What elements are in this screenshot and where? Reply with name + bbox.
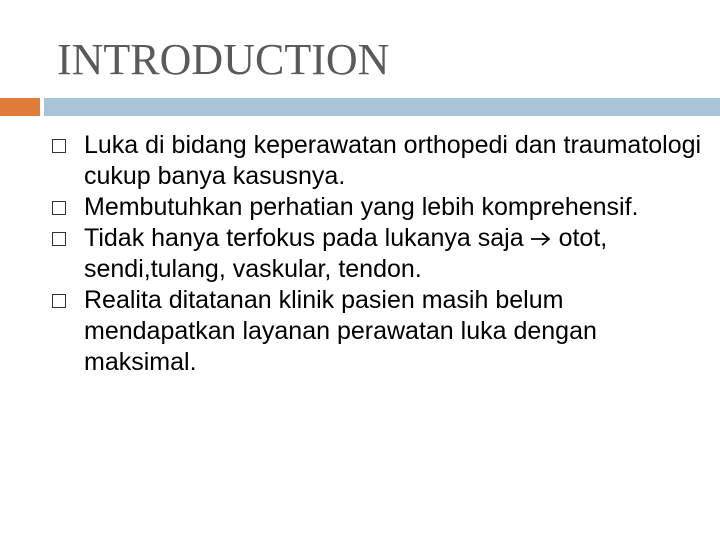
bullet-text: Tidak hanya terfokus pada lukanya saja	[84, 224, 524, 252]
bullet-item	[52, 223, 702, 285]
title-divider	[0, 98, 720, 116]
bullet-text: Realita ditatanan klinik pasien masih belum mendapatkan layanan perawatan luka dengan maksimal.	[84, 286, 597, 376]
slide-title: INTRODUCTION	[57, 35, 390, 84]
bullet-item	[52, 192, 702, 223]
square-bullet-icon	[52, 139, 66, 153]
square-bullet-icon	[52, 201, 66, 215]
bullet-item	[52, 130, 702, 192]
divider-bar	[44, 98, 720, 116]
bullet-list	[52, 130, 702, 378]
bullet-item	[52, 285, 702, 378]
square-bullet-icon	[52, 232, 66, 246]
divider-accent-block	[0, 98, 40, 116]
bullet-text: Luka di bidang keperawatan orthopedi dan traumatologi cukup banya kasusnya.	[84, 131, 702, 190]
square-bullet-icon	[52, 294, 66, 308]
right-arrow-icon	[530, 231, 552, 247]
bullet-text-continued: otot, sendi,tulang, vaskular, tendon.	[84, 224, 608, 283]
bullet-text: Membutuhkan perhatian yang lebih komprehensif.	[84, 193, 639, 221]
